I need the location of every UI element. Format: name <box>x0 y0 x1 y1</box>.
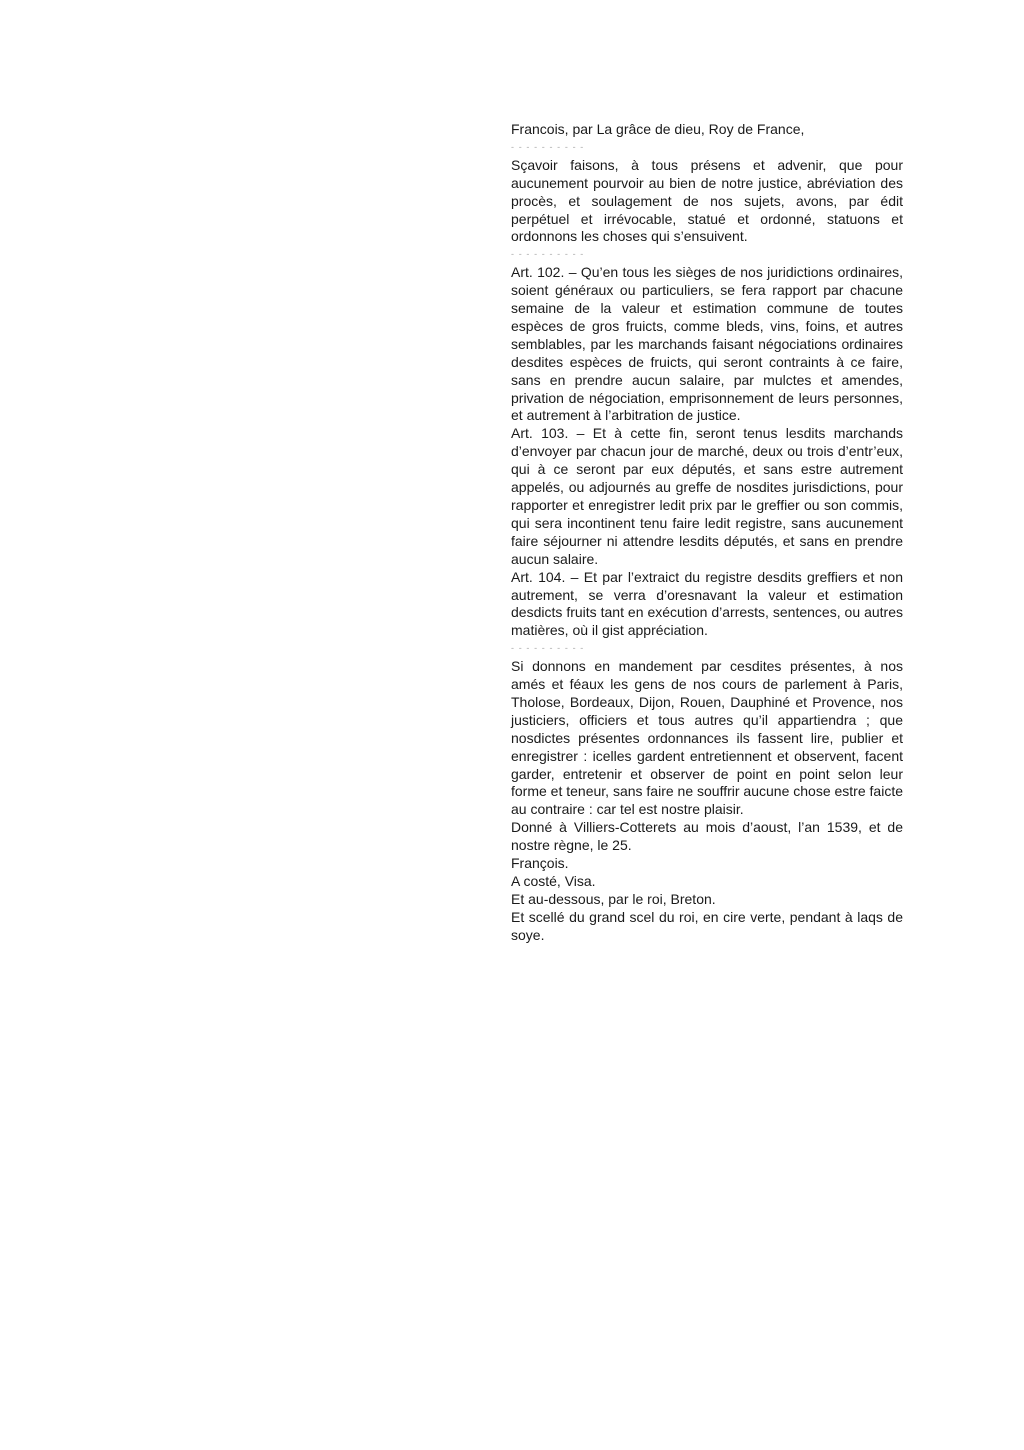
seal-line: Et scellé du grand scel du roi, en cire verte, pendant à laqs de soye. <box>511 908 903 943</box>
ordinance-text <box>511 121 903 945</box>
article-102: Art. 102. – Qu’en tous les sièges de nos juridictions ordinaires, soient généraux ou particuliers, se fera rapport par chacune semaine de la valeur et estimation commune de toutes espèces de gros fruicts, comme bleds, vins, foins, et autres semblables, par les marchands faisant négociations ordinaires desdites espèces de fruicts, qui seront contraints à ce faire, sans en prendre aucun salaire, par mulctes et amendes, privation de négociation, emprisonnement de leurs personnes, et autrement à l’arbitration de justice. <box>511 264 903 424</box>
ordinance-header: Francois, par La grâce de dieu, Roy de France, <box>511 121 805 137</box>
date-line: Donné à Villiers-Cotterets au mois d’aoust, l’an 1539, et de nostre règne, le 25. <box>511 819 903 854</box>
visa-line: A costé, Visa. <box>511 873 596 890</box>
article-104: Art. 104. – Et par l’extraict du registre desdits greffiers et non autrement, se verra d’oresnavant la valeur et estimation desdicts fruits tant en exécution d’arrests, sentences, ou autres matières, où il gist appréciation. <box>511 568 903 639</box>
ellipsis-separator: - - - - - - - - - - <box>511 643 585 654</box>
article-103: Art. 103. – Et à cette fin, seront tenus lesdits marchands d’envoyer par chacun jour de marché, deux ou trois d’entr’eux, qui à ce seront par eux députés, et sans estre autrement appelés, ou adjournés au greffe de nosdites jurisdictions, pour rapporter et enregistrer ledit prix par le greffier ou son commis, qui sera incontinent tenu faire ledit registre, sans aucunement faire séjourner ni attendre lesdits députés, et sans en prendre aucun salaire. <box>511 425 903 567</box>
countersign-line: Et au-dessous, par le roi, Breton. <box>511 890 716 907</box>
ellipsis-separator: - - - - - - - - - - <box>511 141 585 152</box>
ellipsis-separator: - - - - - - - - - - <box>511 249 585 260</box>
preamble-paragraph: Sçavoir faisons, à tous présens et advenir, que pour aucunement pourvoir au bien de notre justice, abréviation des procès, et soulagement de nos sujets, avons, par édit perpétuel et irrévocable, statué et ordonné, statuons et ordonnons les choses qui s’ensuivent. <box>511 156 903 245</box>
signature-line: François. <box>511 855 569 872</box>
mandate-paragraph: Si donnons en mandement par cesdites présentes, à nos amés et féaux les gens de nos cours de parlement à Paris, Tholose, Bordeaux, Dijon, Rouen, Dauphiné et Provence, nos justiciers, officiers et tous autres qu’il appartiendra ; que nosdictes présentes ordonnances ils fassent lire, publier et enregistrer : icelles gardent entretiennent et observent, facent garder, entretenir et observer de point en point selon leur forme et teneur, sans faire ne souffrir aucune chose estre faicte au contraire : car tel est nostre plaisir. <box>511 658 903 818</box>
